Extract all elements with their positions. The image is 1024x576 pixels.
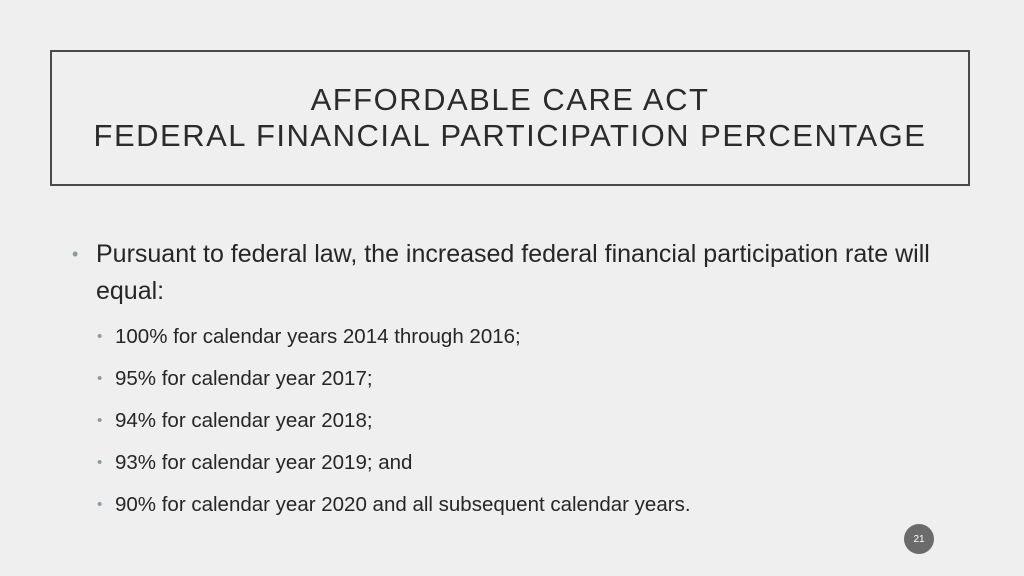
bullet-icon: • — [72, 244, 79, 264]
sub-bullet-item — [72, 491, 952, 519]
sub-bullet-text: 93% for calendar year 2019; and — [115, 451, 413, 474]
main-bullet-text: Pursuant to federal law, the increased federal financial participation rate will equal: — [96, 240, 930, 305]
bullet-icon: • — [97, 454, 103, 471]
main-bullet — [72, 236, 952, 310]
slide-content — [72, 236, 952, 533]
sub-bullet-list — [72, 323, 952, 519]
bullet-icon: • — [97, 496, 103, 513]
bullet-icon: • — [97, 328, 103, 345]
sub-bullet-item — [72, 407, 952, 435]
sub-bullet-item — [72, 323, 952, 351]
title-line-1: AFFORDABLE CARE ACT — [310, 82, 710, 117]
sub-bullet-item — [72, 365, 952, 393]
sub-bullet-text: 94% for calendar year 2018; — [115, 409, 373, 432]
sub-bullet-item — [72, 449, 952, 477]
page-number-badge: 21 — [904, 524, 934, 554]
bullet-icon: • — [97, 412, 103, 429]
sub-bullet-text: 95% for calendar year 2017; — [115, 367, 373, 390]
sub-bullet-text: 90% for calendar year 2020 and all subsequent calendar years. — [115, 493, 691, 516]
bullet-icon: • — [97, 370, 103, 387]
sub-bullet-text: 100% for calendar years 2014 through 2016; — [115, 325, 521, 348]
title-box — [50, 50, 970, 186]
title-line-2: FEDERAL FINANCIAL PARTICIPATION PERCENTAGE — [93, 118, 927, 153]
